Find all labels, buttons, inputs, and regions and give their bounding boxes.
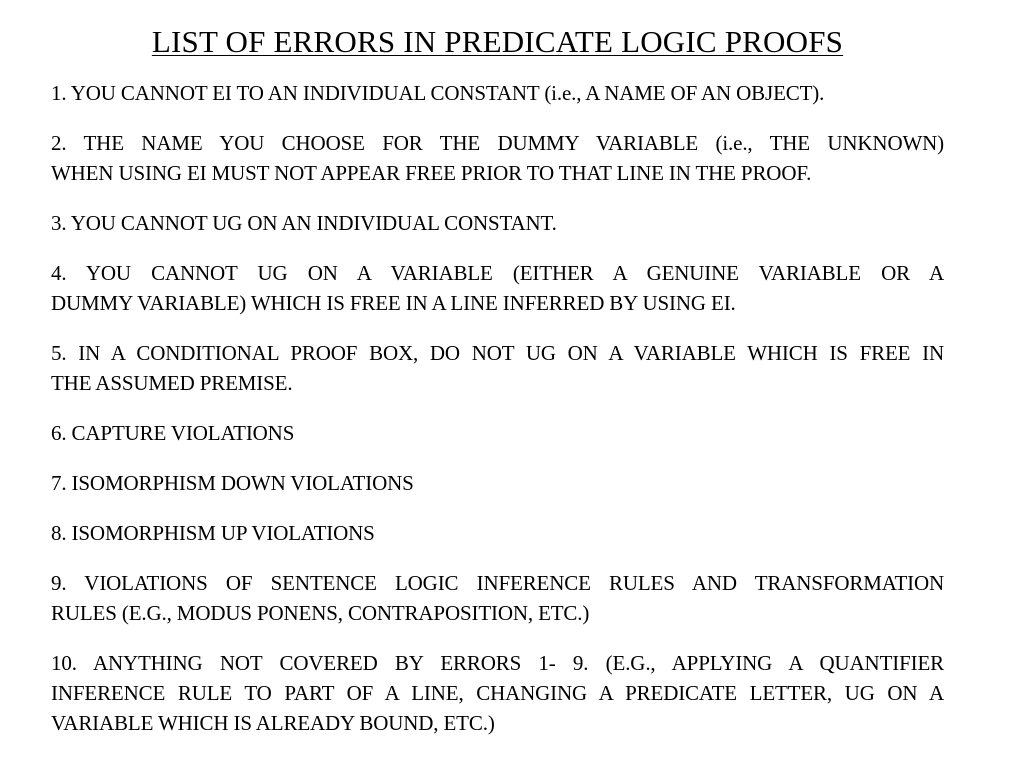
error-item-9-line-1: 9. VIOLATIONS OF SENTENCE LOGIC INFERENCE RULES AND TRANSFORMATION: [51, 571, 944, 595]
error-item-2: [51, 128, 944, 188]
error-item-1: [51, 78, 944, 108]
error-item-3: [51, 208, 944, 238]
page-title: LIST OF ERRORS IN PREDICATE LOGIC PROOFS: [151, 24, 844, 59]
error-item-2-line-2: WHEN USING EI MUST NOT APPEAR FREE PRIOR TO THAT LINE IN THE PROOF.: [51, 161, 812, 185]
error-item-8-line-1: 8. ISOMORPHISM UP VIOLATIONS: [51, 521, 375, 545]
error-item-10-line-3: VARIABLE WHICH IS ALREADY BOUND, ETC.): [51, 711, 495, 735]
error-item-4-line-1: 4. YOU CANNOT UG ON A VARIABLE (EITHER A GENUINE VARIABLE OR A: [51, 261, 944, 285]
title-container: [51, 20, 944, 64]
error-item-10-line-2: INFERENCE RULE TO PART OF A LINE, CHANGING A PREDICATE LETTER, UG ON A: [51, 681, 944, 705]
error-item-5-line-1: 5. IN A CONDITIONAL PROOF BOX, DO NOT UG ON A VARIABLE WHICH IS FREE IN: [51, 341, 944, 365]
error-item-6: [51, 418, 944, 448]
error-item-10-line-1: 10. ANYTHING NOT COVERED BY ERRORS 1- 9. (E.G., APPLYING A QUANTIFIER: [51, 651, 944, 675]
error-item-2-line-1: 2. THE NAME YOU CHOOSE FOR THE DUMMY VARIABLE (i.e., THE UNKNOWN): [51, 131, 944, 155]
error-item-8: [51, 518, 944, 548]
error-item-9: [51, 568, 944, 628]
error-item-4-line-2: DUMMY VARIABLE) WHICH IS FREE IN A LINE INFERRED BY USING EI.: [51, 291, 736, 315]
error-item-3-line-1: 3. YOU CANNOT UG ON AN INDIVIDUAL CONSTANT.: [51, 211, 557, 235]
error-item-5: [51, 338, 944, 398]
error-item-9-line-2: RULES (E.G., MODUS PONENS, CONTRAPOSITION, ETC.): [51, 601, 590, 625]
error-item-10: [51, 648, 944, 738]
error-item-4: [51, 258, 944, 318]
error-item-6-line-1: 6. CAPTURE VIOLATIONS: [51, 421, 295, 445]
error-item-7: [51, 468, 944, 498]
error-list: [51, 78, 944, 738]
error-item-5-line-2: THE ASSUMED PREMISE.: [51, 371, 293, 395]
error-item-1-line-1: 1. YOU CANNOT EI TO AN INDIVIDUAL CONSTANT (i.e., A NAME OF AN OBJECT).: [51, 81, 825, 105]
error-item-7-line-1: 7. ISOMORPHISM DOWN VIOLATIONS: [51, 471, 414, 495]
